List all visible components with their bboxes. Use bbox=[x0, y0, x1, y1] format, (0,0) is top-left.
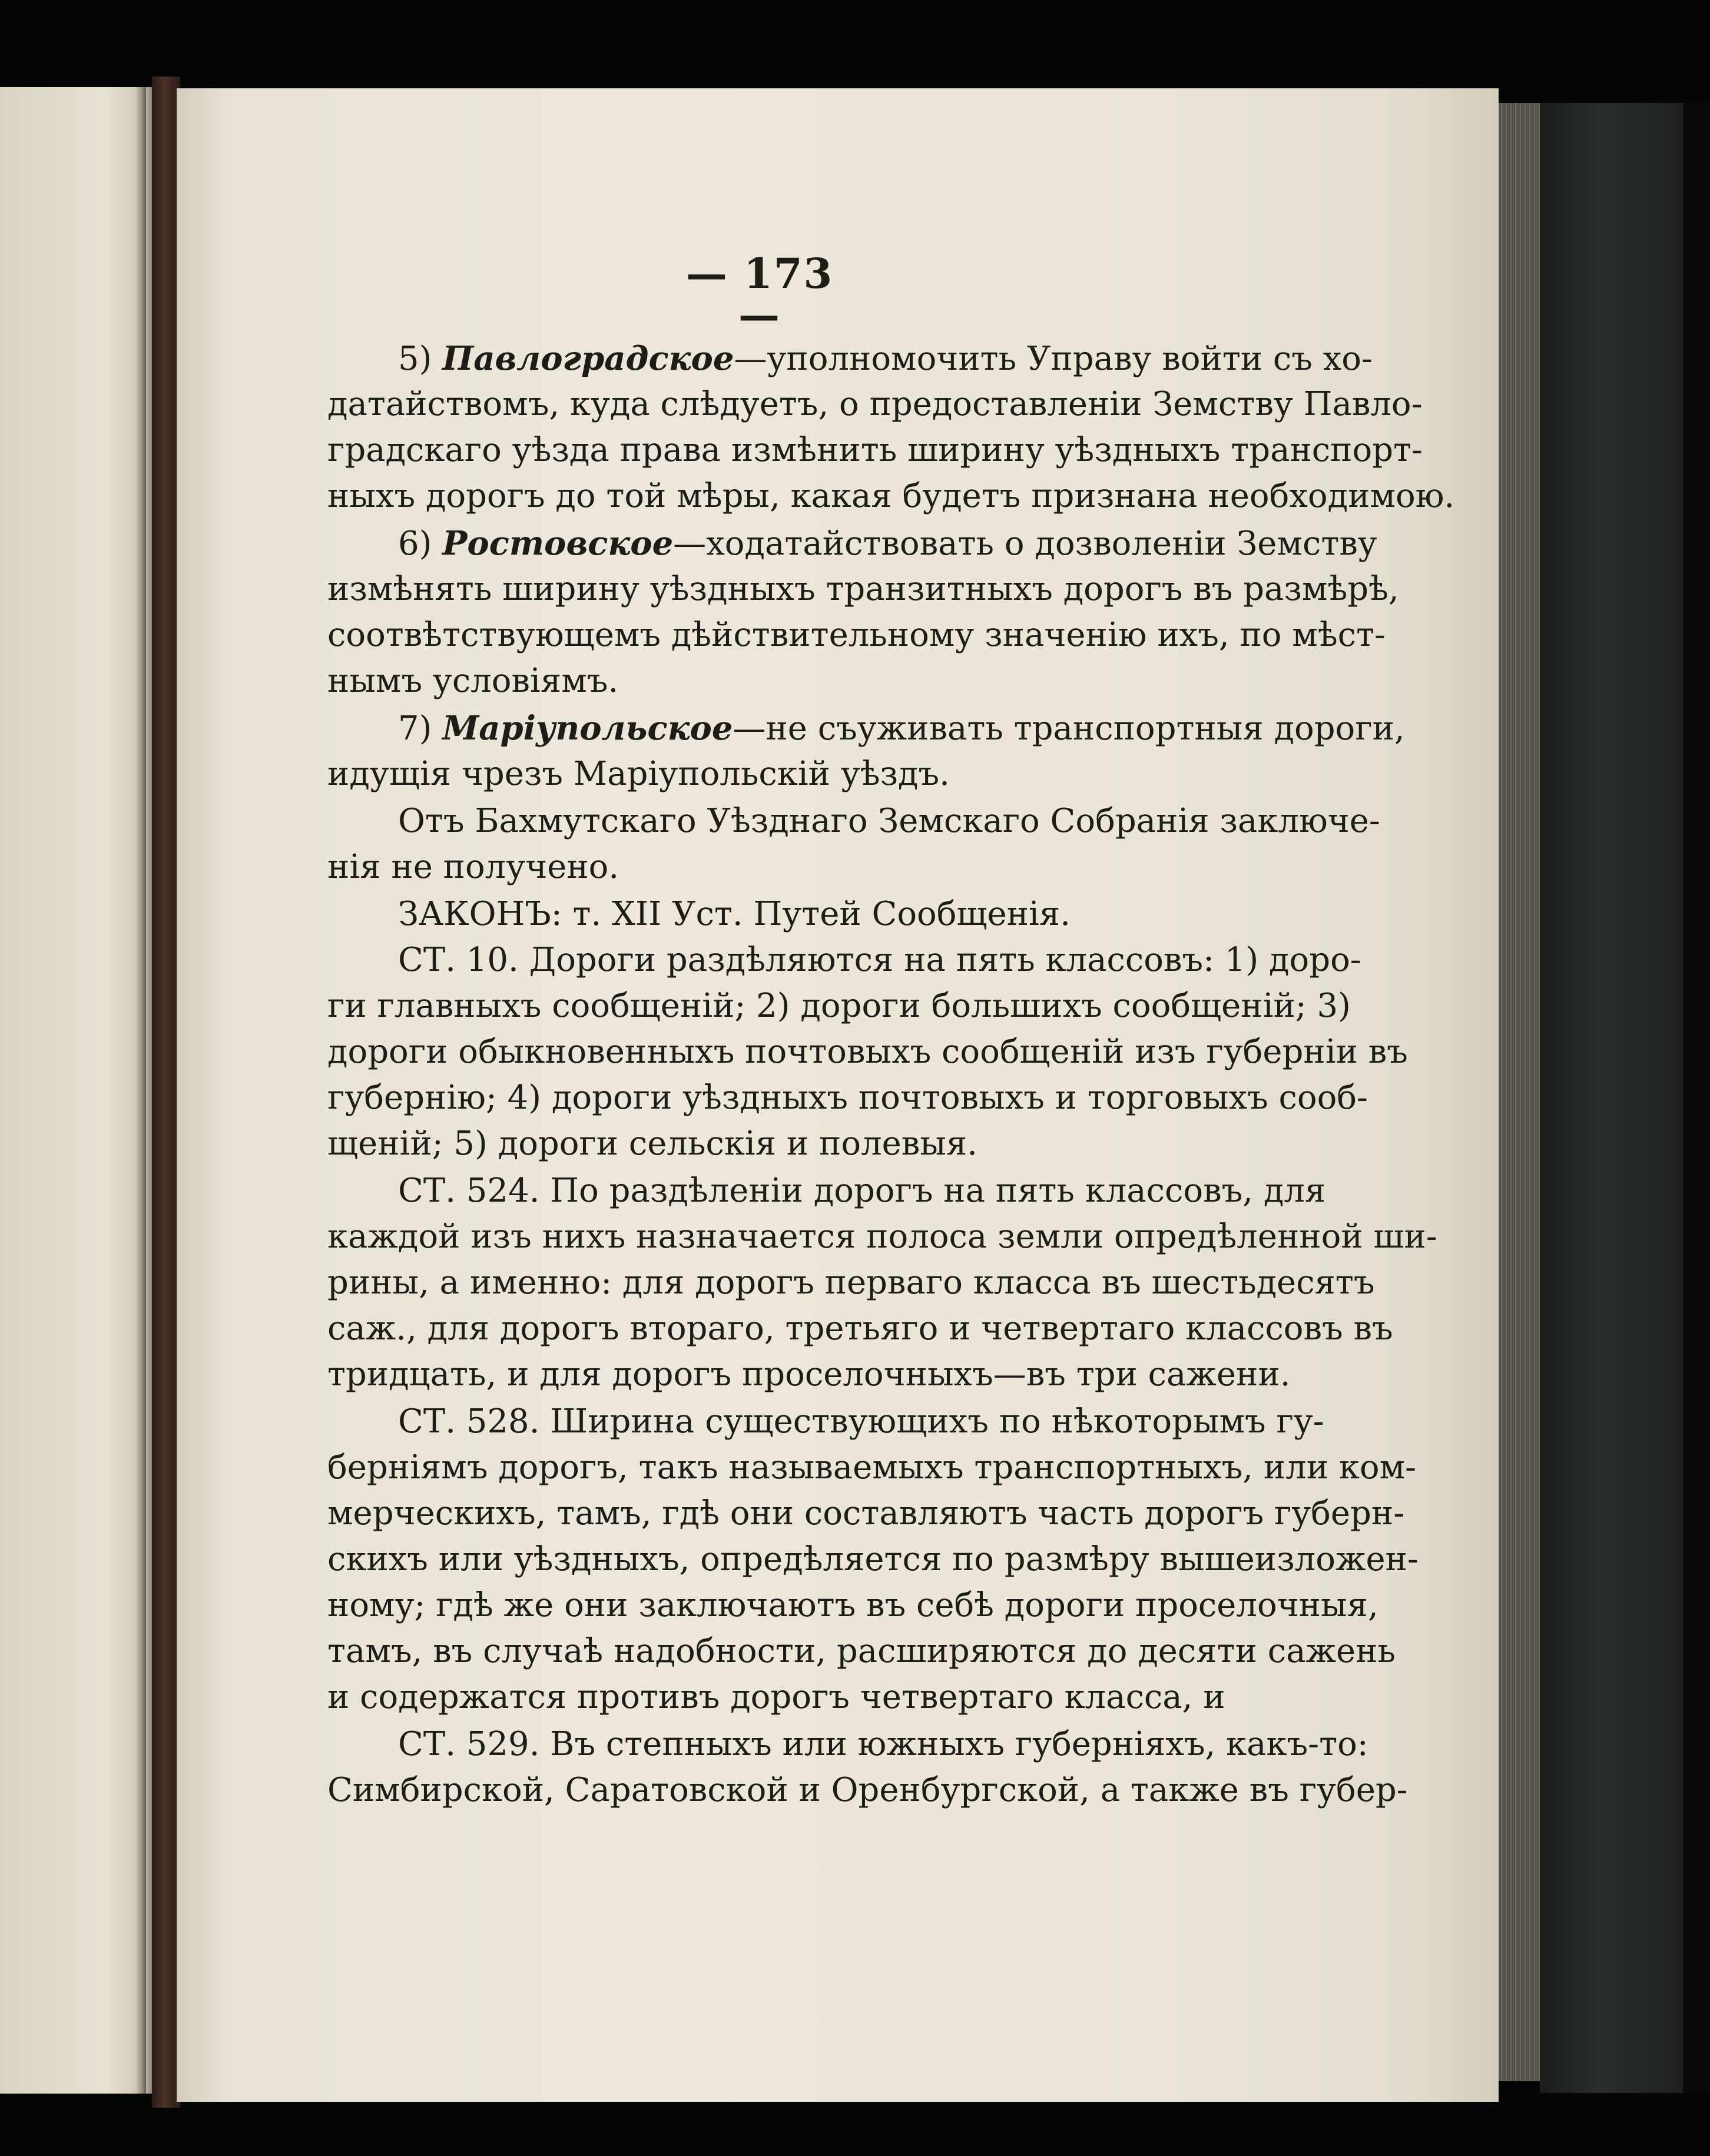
text-run: СТ. 529. Въ степныхъ или южныхъ губерніяхъ, какъ-то: bbox=[398, 1725, 1368, 1763]
text-line bbox=[327, 847, 1246, 888]
text-line bbox=[327, 1447, 1417, 1488]
text-line bbox=[327, 1539, 1419, 1580]
text-run: 6) bbox=[398, 525, 443, 563]
text-run: нія не получено. bbox=[327, 848, 619, 886]
text-run: ЗАКОНЪ: т. XII Уст. Путей Сообщенія. bbox=[398, 895, 1071, 933]
book-cover-right bbox=[1540, 103, 1687, 2093]
text-run: губернію; 4) дороги уѣздныхъ почтовыхъ и торговыхъ сооб- bbox=[327, 1079, 1368, 1117]
text-line bbox=[327, 1308, 1393, 1349]
text-line bbox=[327, 476, 1455, 517]
text-line bbox=[398, 940, 1361, 981]
text-run: и содержатся противъ дорогъ четвертаго класса, и bbox=[327, 1678, 1225, 1716]
text-run: —не съуживать транспортныя дороги, bbox=[733, 709, 1405, 748]
text-run: 5) bbox=[398, 340, 443, 378]
text-run: рины, а именно: для дорогъ перваго класса въ шестьдесятъ bbox=[327, 1263, 1375, 1302]
text-run: нымъ условіямъ. bbox=[327, 662, 619, 700]
text-line bbox=[398, 708, 1405, 749]
book-gutter bbox=[152, 77, 180, 2108]
page-block-edges bbox=[1499, 103, 1540, 2081]
text-run: скихъ или уѣздныхъ, опредѣляется по размѣру вышеизложен- bbox=[327, 1540, 1419, 1578]
italic-term: Маріупольское bbox=[442, 709, 733, 748]
text-run: Симбирской, Саратовской и Оренбургской, а также въ губер- bbox=[327, 1771, 1408, 1809]
text-run: СТ. 10. Дороги раздѣляются на пять классовъ: 1) доро- bbox=[398, 941, 1361, 979]
text-run: СТ. 524. По раздѣленіи дорогъ на пять классовъ, для bbox=[398, 1172, 1326, 1210]
text-line bbox=[398, 1401, 1324, 1442]
text-line bbox=[327, 384, 1423, 425]
text-run: ныхъ дорогъ до той мѣры, какая будетъ признана необходимою. bbox=[327, 477, 1455, 515]
text-run: каждой изъ нихъ назначается полоса земли опредѣленной ши- bbox=[327, 1218, 1437, 1256]
text-line bbox=[327, 615, 1386, 656]
text-line bbox=[398, 801, 1380, 842]
text-run: 7) bbox=[398, 709, 443, 748]
text-run: мерческихъ, тамъ, гдѣ они составляютъ часть дорогъ губерн- bbox=[327, 1494, 1405, 1533]
text-line bbox=[398, 894, 1246, 935]
text-line bbox=[327, 1677, 1246, 1718]
text-line bbox=[327, 1354, 1291, 1395]
text-run: щеній; 5) дороги сельскія и полевыя. bbox=[327, 1125, 978, 1163]
left-facing-page bbox=[0, 87, 152, 2094]
text-line bbox=[327, 1123, 1246, 1165]
text-line bbox=[327, 1077, 1368, 1119]
text-run: тридцать, и для дорогъ проселочныхъ—въ три сажени. bbox=[327, 1355, 1291, 1394]
text-run: соотвѣтствующемъ дѣйствительному значенію ихъ, по мѣст- bbox=[327, 616, 1386, 654]
cover-edge bbox=[1683, 103, 1710, 2093]
text-line bbox=[327, 986, 1351, 1027]
page-number: — 173 — bbox=[685, 249, 834, 339]
text-line bbox=[327, 1216, 1437, 1258]
text-run: ги главныхъ сообщеній; 2) дороги большихъ сообщеній; 3) bbox=[327, 987, 1351, 1025]
text-line bbox=[327, 1493, 1405, 1534]
text-line bbox=[327, 1262, 1375, 1303]
text-run: идущія чрезъ Маріупольскій уѣздъ. bbox=[327, 755, 950, 793]
text-run: датайствомъ, куда слѣдуетъ, о предоставленіи Земству Павло- bbox=[327, 385, 1423, 423]
text-run: Отъ Бахмутскаго Уѣзднаго Земскаго Собранія заключе- bbox=[398, 802, 1380, 840]
text-line bbox=[398, 1724, 1368, 1765]
text-run: тамъ, въ случаѣ надобности, расширяются до десяти сажень bbox=[327, 1632, 1396, 1670]
text-run: —ходатайствовать о дозволеніи Земству bbox=[673, 525, 1377, 563]
text-run: берніямъ дорогъ, такъ называемыхъ транспортныхъ, или ком- bbox=[327, 1448, 1417, 1487]
text-line bbox=[327, 1031, 1408, 1073]
text-line bbox=[398, 1170, 1326, 1212]
text-line bbox=[327, 569, 1399, 610]
text-run: СТ. 528. Ширина существующихъ по нѣкоторымъ гу- bbox=[398, 1402, 1324, 1441]
text-line bbox=[398, 523, 1377, 565]
italic-term: Ростовское bbox=[442, 524, 674, 563]
text-line bbox=[327, 1770, 1408, 1811]
text-line bbox=[398, 338, 1373, 380]
text-line bbox=[327, 754, 1246, 795]
text-run: градскаго уѣзда права измѣнить ширину уѣздныхъ транспорт- bbox=[327, 431, 1423, 469]
italic-term: Павлоградское bbox=[442, 339, 734, 378]
text-line bbox=[327, 430, 1423, 471]
text-line bbox=[327, 1631, 1396, 1672]
text-run: измѣнять ширину уѣздныхъ транзитныхъ дорогъ въ размѣрѣ, bbox=[327, 570, 1399, 608]
text-line bbox=[327, 1585, 1378, 1626]
left-page-shadow bbox=[135, 87, 146, 2094]
text-run: ному; гдѣ же они заключаютъ въ себѣ дороги проселочныя, bbox=[327, 1586, 1378, 1624]
text-run: —уполномочить Управу войти съ хо- bbox=[734, 340, 1373, 378]
text-line bbox=[327, 661, 1246, 702]
text-run: дороги обыкновенныхъ почтовыхъ сообщеній изъ губерніи въ bbox=[327, 1033, 1408, 1071]
text-run: саж., для дорогъ втораго, третьяго и четвертаго классовъ въ bbox=[327, 1309, 1393, 1348]
